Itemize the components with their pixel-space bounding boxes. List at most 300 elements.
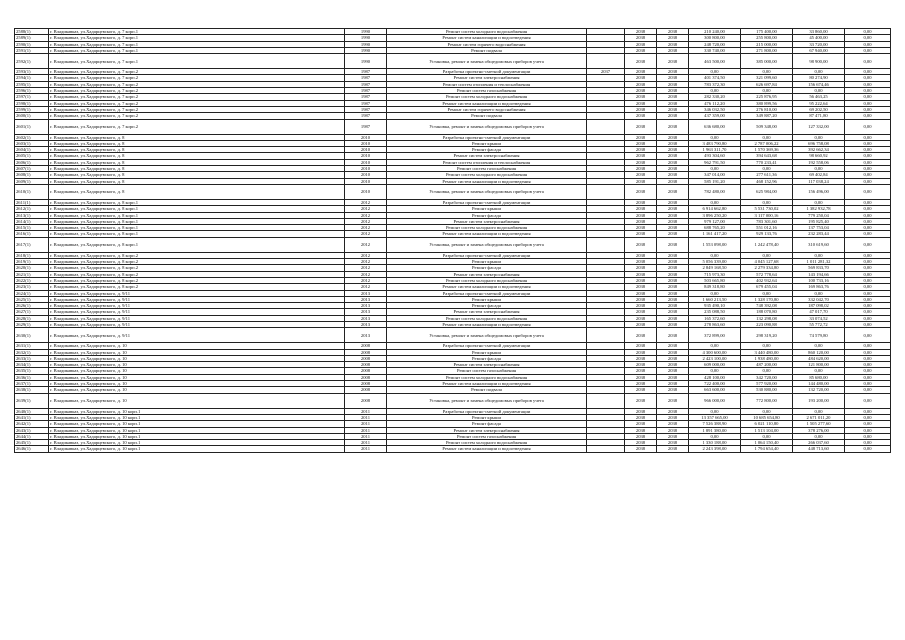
address-cell: г. Владикавказ, ул.Хадарцевского, д. 7 корп.1 xyxy=(49,35,345,41)
work-type-cell: Разработка проектно-сметной документации xyxy=(387,199,587,205)
commissioning-year-cell: 1987 xyxy=(345,81,387,87)
fund-cost-cell: 349 887,20 xyxy=(741,113,793,119)
fund-cost-cell: 394 643,68 xyxy=(741,153,793,159)
plan-year-start-cell: 2038 xyxy=(625,147,657,153)
fund-cost-cell: 509 348,00 xyxy=(741,119,793,134)
budget-cost-cell: 0,00 xyxy=(845,408,891,414)
plan-year-start-cell: 2038 xyxy=(625,81,657,87)
plan-year-end-cell: 2038 xyxy=(657,199,689,205)
capital-repair-register-table xyxy=(14,28,891,453)
row-number-cell: 2615(1) xyxy=(15,225,49,231)
work-type-cell: Ремонт подвала xyxy=(387,113,587,119)
plan-year-end-cell: 2038 xyxy=(657,94,689,100)
row-number-cell: 2637(1) xyxy=(15,381,49,387)
plan-year-start-cell: 2038 xyxy=(625,321,657,327)
commissioning-year-cell: 2013 xyxy=(345,303,387,309)
row-number-cell: 2635(1) xyxy=(15,368,49,374)
design-year-cell xyxy=(587,119,625,134)
plan-year-end-cell: 2038 xyxy=(657,433,689,439)
work-type-cell: Установка, ремонт и замена общедомовых приборов учета xyxy=(387,119,587,134)
plan-year-end-cell: 2038 xyxy=(657,368,689,374)
budget-cost-cell: 0,00 xyxy=(845,321,891,327)
commissioning-year-cell: 1987 xyxy=(345,119,387,134)
work-type-cell: Ремонт систем канализации и водоотведения xyxy=(387,100,587,106)
row-number-cell: 2623(1) xyxy=(15,284,49,290)
row-number-cell: 2588(1) xyxy=(15,29,49,35)
address-cell: г. Владикавказ, ул.Хадарцевского, д. 7 корп.1 xyxy=(49,47,345,53)
owner-cost-cell: 156 496,00 xyxy=(793,184,845,199)
plan-year-start-cell: 2038 xyxy=(625,259,657,265)
row-number-cell: 2594(1) xyxy=(15,75,49,81)
total-cost-cell: 346 032,50 xyxy=(689,106,741,112)
work-type-cell: Ремонт крыши xyxy=(387,414,587,420)
owner-cost-cell: 310 619,60 xyxy=(793,237,845,252)
commissioning-year-cell: 2011 xyxy=(345,408,387,414)
row-number-cell: 2618(1) xyxy=(15,252,49,258)
plan-year-end-cell: 2038 xyxy=(657,100,689,106)
plan-year-start-cell: 2038 xyxy=(625,47,657,53)
owner-cost-cell: 0,00 xyxy=(793,69,845,75)
owner-cost-cell: 85 680,00 xyxy=(793,374,845,380)
plan-year-start-cell: 2038 xyxy=(625,355,657,361)
owner-cost-cell: 187 098,02 xyxy=(793,303,845,309)
commissioning-year-cell: 1990 xyxy=(345,29,387,35)
plan-year-start-cell: 2038 xyxy=(625,433,657,439)
plan-year-end-cell: 2038 xyxy=(657,153,689,159)
fund-cost-cell: 1 064 150,40 xyxy=(741,440,793,446)
budget-cost-cell: 0,00 xyxy=(845,309,891,315)
row-number-cell: 2609(1) xyxy=(15,178,49,184)
plan-year-start-cell: 2038 xyxy=(625,166,657,172)
plan-year-start-cell: 2038 xyxy=(625,265,657,271)
budget-cost-cell: 0,00 xyxy=(845,88,891,94)
owner-cost-cell: 80 274,90 xyxy=(793,75,845,81)
commissioning-year-cell: 2011 xyxy=(345,446,387,452)
address-cell: г. Владикавказ, ул.Хадарцевского, д. 7 корп.1 xyxy=(49,54,345,69)
total-cost-cell: 347 014,00 xyxy=(689,172,741,178)
plan-year-start-cell: 2038 xyxy=(625,206,657,212)
row-number-cell: 2632(1) xyxy=(15,349,49,355)
plan-year-end-cell: 2038 xyxy=(657,374,689,380)
work-type-cell: Ремонт систем холодного водоснабжения xyxy=(387,277,587,283)
plan-year-end-cell: 2038 xyxy=(657,88,689,94)
address-cell: г. Владикавказ, ул.Хадарцевского, д. 8 xyxy=(49,140,345,146)
total-cost-cell: 3 896 250,20 xyxy=(689,212,741,218)
plan-year-start-cell: 2038 xyxy=(625,414,657,420)
work-type-cell: Установка, ремонт и замена общедомовых приборов учета xyxy=(387,328,587,343)
row-number-cell: 2627(1) xyxy=(15,309,49,315)
fund-cost-cell: 0,00 xyxy=(741,368,793,374)
commissioning-year-cell: 2012 xyxy=(345,237,387,252)
address-cell: г. Владикавказ, ул.Хадарцевского, д. 8 xyxy=(49,134,345,140)
fund-cost-cell: 0,00 xyxy=(741,134,793,140)
commissioning-year-cell: 2012 xyxy=(345,218,387,224)
work-type-cell: Ремонт фасада xyxy=(387,147,587,153)
owner-cost-cell: 56 463,25 xyxy=(793,94,845,100)
plan-year-end-cell: 2038 xyxy=(657,147,689,153)
row-number-cell: 2638(1) xyxy=(15,387,49,393)
address-cell: г. Владикавказ, ул.Хадарцевского, д. 9/11 xyxy=(49,328,345,343)
total-cost-cell: 1 161 417,20 xyxy=(689,231,741,237)
budget-cost-cell: 0,00 xyxy=(845,134,891,140)
commissioning-year-cell: 2011 xyxy=(345,433,387,439)
row-number-cell: 2621(1) xyxy=(15,271,49,277)
owner-cost-cell: 0,00 xyxy=(793,433,845,439)
plan-year-end-cell: 2038 xyxy=(657,421,689,427)
fund-cost-cell: 277 611,36 xyxy=(741,172,793,178)
fund-cost-cell: 0,00 xyxy=(741,343,793,349)
commissioning-year-cell: 2012 xyxy=(345,277,387,283)
plan-year-end-cell: 2038 xyxy=(657,284,689,290)
total-cost-cell: 13 357 665,00 xyxy=(689,414,741,420)
plan-year-start-cell: 2038 xyxy=(625,172,657,178)
owner-cost-cell: 98 900,00 xyxy=(793,54,845,69)
owner-cost-cell: 100 733,16 xyxy=(793,277,845,283)
design-year-cell xyxy=(587,184,625,199)
total-cost-cell: 300 800,00 xyxy=(689,35,741,41)
fund-cost-cell: 3 117 000,16 xyxy=(741,212,793,218)
work-type-cell: Ремонт систем холодного водоснабжения xyxy=(387,172,587,178)
address-cell: г. Владикавказ, ул.Хадарцевского, д. 8 xyxy=(49,178,345,184)
total-cost-cell: 782 480,00 xyxy=(689,184,741,199)
plan-year-end-cell: 2038 xyxy=(657,309,689,315)
plan-year-end-cell: 2038 xyxy=(657,252,689,258)
total-cost-cell: 428 100,00 xyxy=(689,374,741,380)
commissioning-year-cell: 2012 xyxy=(345,231,387,237)
commissioning-year-cell: 2008 xyxy=(345,393,387,408)
total-cost-cell: 0,00 xyxy=(689,290,741,296)
row-number-cell: 2610(1) xyxy=(15,184,49,199)
address-cell: г. Владикавказ, ул.Хадарцевского, д. 8 корп.2 xyxy=(49,265,345,271)
row-number-cell: 2600(1) xyxy=(15,113,49,119)
commissioning-year-cell: 1987 xyxy=(345,94,387,100)
row-number-cell: 2589(1) xyxy=(15,35,49,41)
work-type-cell: Ремонт систем канализации и водоотведения xyxy=(387,284,587,290)
row-number-cell: 2634(1) xyxy=(15,362,49,368)
owner-cost-cell: 392 662,34 xyxy=(793,147,845,153)
fund-cost-cell: 380 899,56 xyxy=(741,100,793,106)
plan-year-start-cell: 2038 xyxy=(625,212,657,218)
plan-year-end-cell: 2038 xyxy=(657,134,689,140)
plan-year-start-cell: 2038 xyxy=(625,178,657,184)
owner-cost-cell: 137 753,04 xyxy=(793,225,845,231)
total-cost-cell: 0,00 xyxy=(689,343,741,349)
budget-cost-cell: 0,00 xyxy=(845,315,891,321)
commissioning-year-cell: 2012 xyxy=(345,265,387,271)
owner-cost-cell: 2 671 011,20 xyxy=(793,414,845,420)
fund-cost-cell: 1 328 170,80 xyxy=(741,296,793,302)
plan-year-end-cell: 2038 xyxy=(657,315,689,321)
work-type-cell: Ремонт систем холодного водоснабжения xyxy=(387,440,587,446)
plan-year-start-cell: 2038 xyxy=(625,54,657,69)
address-cell: г. Владикавказ, ул.Хадарцевского, д. 9/11 xyxy=(49,303,345,309)
plan-year-start-cell: 2038 xyxy=(625,309,657,315)
address-cell: г. Владикавказ, ул.Хадарцевского, д. 7 корп.1 xyxy=(49,41,345,47)
commissioning-year-cell: 2013 xyxy=(345,328,387,343)
total-cost-cell: 609 000,00 xyxy=(689,362,741,368)
row-number-cell: 2642(1) xyxy=(15,421,49,427)
plan-year-end-cell: 2038 xyxy=(657,440,689,446)
total-cost-cell: 585 191,20 xyxy=(689,178,741,184)
plan-year-end-cell: 2038 xyxy=(657,231,689,237)
owner-cost-cell: 0,00 xyxy=(793,88,845,94)
plan-year-end-cell: 2038 xyxy=(657,225,689,231)
work-type-cell: Ремонт подвала xyxy=(387,387,587,393)
row-number-cell: 2592(1) xyxy=(15,54,49,69)
budget-cost-cell: 0,00 xyxy=(845,381,891,387)
total-cost-cell: 503 665,80 xyxy=(689,277,741,283)
plan-year-start-cell: 2038 xyxy=(625,368,657,374)
address-cell: г. Владикавказ, ул.Хадарцевского, д. 7 корп.2 xyxy=(49,106,345,112)
plan-year-start-cell: 2038 xyxy=(625,343,657,349)
total-cost-cell: 463 500,00 xyxy=(689,54,741,69)
fund-cost-cell: 0,00 xyxy=(741,88,793,94)
budget-cost-cell: 0,00 xyxy=(845,75,891,81)
row-number-cell: 2636(1) xyxy=(15,374,49,380)
plan-year-start-cell: 2038 xyxy=(625,427,657,433)
total-cost-cell: 636 680,00 xyxy=(689,119,741,134)
owner-cost-cell: 0,00 xyxy=(793,408,845,414)
owner-cost-cell: 69 202,50 xyxy=(793,106,845,112)
commissioning-year-cell: 2008 xyxy=(345,374,387,380)
address-cell: г. Владикавказ, ул.Хадарцевского, д. 8 xyxy=(49,184,345,199)
total-cost-cell: 2 243 398,00 xyxy=(689,446,741,452)
total-cost-cell: 0,00 xyxy=(689,368,741,374)
row-number-cell: 2624(1) xyxy=(15,290,49,296)
total-cost-cell: 437 359,00 xyxy=(689,113,741,119)
fund-cost-cell: 1 513 104,00 xyxy=(741,427,793,433)
plan-year-end-cell: 2038 xyxy=(657,349,689,355)
owner-cost-cell: 195 825,40 xyxy=(793,218,845,224)
commissioning-year-cell: 1990 xyxy=(345,35,387,41)
commissioning-year-cell: 2012 xyxy=(345,271,387,277)
address-cell: г. Владикавказ, ул.Хадарцевского, д. 8 xyxy=(49,153,345,159)
owner-cost-cell: 33 860,00 xyxy=(793,29,845,35)
total-cost-cell: 1 963 311,70 xyxy=(689,147,741,153)
plan-year-start-cell: 2038 xyxy=(625,69,657,75)
row-number-cell: 2613(1) xyxy=(15,212,49,218)
total-cost-cell: 0,00 xyxy=(689,252,741,258)
table-row xyxy=(15,393,891,408)
owner-cost-cell: 33 720,00 xyxy=(793,41,845,47)
plan-year-start-cell: 2038 xyxy=(625,231,657,237)
owner-cost-cell: 74 579,80 xyxy=(793,328,845,343)
total-cost-cell: 783 372,30 xyxy=(689,81,741,87)
owner-cost-cell: 0,00 xyxy=(793,199,845,205)
work-type-cell: Ремонт крыши xyxy=(387,349,587,355)
budget-cost-cell: 0,00 xyxy=(845,41,891,47)
fund-cost-cell: 0,00 xyxy=(741,290,793,296)
work-type-cell: Ремонт систем электроснабжения xyxy=(387,75,587,81)
address-cell: г. Владикавказ, ул.Хадарцевского, д. 7 корп.2 xyxy=(49,75,345,81)
plan-year-end-cell: 2038 xyxy=(657,321,689,327)
commissioning-year-cell: 1987 xyxy=(345,75,387,81)
budget-cost-cell: 0,00 xyxy=(845,206,891,212)
fund-cost-cell: 255 800,00 xyxy=(741,35,793,41)
work-type-cell: Ремонт систем холодного водоснабжения xyxy=(387,374,587,380)
fund-cost-cell: 770 233,41 xyxy=(741,159,793,165)
work-type-cell: Ремонт систем канализации и водоотведения xyxy=(387,231,587,237)
plan-year-start-cell: 2038 xyxy=(625,88,657,94)
address-cell: г. Владикавказ, ул.Хадарцевского, д. 8 xyxy=(49,166,345,172)
budget-cost-cell: 0,00 xyxy=(845,119,891,134)
fund-cost-cell: 215 000,00 xyxy=(741,41,793,47)
address-cell: г. Владикавказ, ул.Хадарцевского, д. 8 корп.2 xyxy=(49,252,345,258)
budget-cost-cell: 0,00 xyxy=(845,100,891,106)
total-cost-cell: 235 088,50 xyxy=(689,309,741,315)
plan-year-end-cell: 2038 xyxy=(657,381,689,387)
owner-cost-cell: 1 505 277,60 xyxy=(793,421,845,427)
total-cost-cell: 5 056 339,00 xyxy=(689,259,741,265)
work-type-cell: Ремонт крыши xyxy=(387,206,587,212)
total-cost-cell: 278 863,60 xyxy=(689,321,741,327)
row-number-cell: 2612(1) xyxy=(15,206,49,212)
plan-year-start-cell: 2038 xyxy=(625,315,657,321)
plan-year-end-cell: 2038 xyxy=(657,159,689,165)
owner-cost-cell: 266 037,60 xyxy=(793,440,845,446)
budget-cost-cell: 0,00 xyxy=(845,290,891,296)
plan-year-end-cell: 2038 xyxy=(657,271,689,277)
address-cell: г. Владикавказ, ул.Хадарцевского, д. 8 корп.2 xyxy=(49,271,345,277)
budget-cost-cell: 0,00 xyxy=(845,140,891,146)
address-cell: г. Владикавказ, ул.Хадарцевского, д. 10 корп.1 xyxy=(49,433,345,439)
owner-cost-cell: 0,00 xyxy=(793,368,845,374)
owner-cost-cell: 127 332,00 xyxy=(793,119,845,134)
work-type-cell: Ремонт систем газоснабжения xyxy=(387,433,587,439)
plan-year-end-cell: 2038 xyxy=(657,119,689,134)
row-number-cell: 2593(1) xyxy=(15,69,49,75)
row-number-cell: 2597(1) xyxy=(15,94,49,100)
row-number-cell: 2591(1) xyxy=(15,47,49,53)
plan-year-end-cell: 2038 xyxy=(657,328,689,343)
commissioning-year-cell: 2013 xyxy=(345,296,387,302)
row-number-cell: 2622(1) xyxy=(15,277,49,283)
total-cost-cell: 476 112,20 xyxy=(689,100,741,106)
row-number-cell: 2629(1) xyxy=(15,321,49,327)
commissioning-year-cell: 2010 xyxy=(345,153,387,159)
work-type-cell: Разработка проектно-сметной документации xyxy=(387,252,587,258)
fund-cost-cell: 342 720,00 xyxy=(741,374,793,380)
fund-cost-cell: 4 045 127,68 xyxy=(741,259,793,265)
row-number-cell: 2633(1) xyxy=(15,355,49,361)
owner-cost-cell: 95 222,64 xyxy=(793,100,845,106)
fund-cost-cell: 783 301,60 xyxy=(741,218,793,224)
budget-cost-cell: 0,00 xyxy=(845,303,891,309)
total-cost-cell: 2 423 100,00 xyxy=(689,355,741,361)
plan-year-end-cell: 2038 xyxy=(657,69,689,75)
plan-year-start-cell: 2038 xyxy=(625,113,657,119)
budget-cost-cell: 0,00 xyxy=(845,277,891,283)
fund-cost-cell: 175 400,00 xyxy=(741,29,793,35)
fund-cost-cell: 1 570 369,36 xyxy=(741,147,793,153)
fund-cost-cell: 0,00 xyxy=(741,252,793,258)
owner-cost-cell: 232 283,44 xyxy=(793,231,845,237)
fund-cost-cell: 132 298,08 xyxy=(741,315,793,321)
budget-cost-cell: 0,00 xyxy=(845,159,891,165)
budget-cost-cell: 0,00 xyxy=(845,153,891,159)
budget-cost-cell: 0,00 xyxy=(845,218,891,224)
work-type-cell: Установка, ремонт и замена общедомовых приборов учета xyxy=(387,184,587,199)
budget-cost-cell: 0,00 xyxy=(845,328,891,343)
plan-year-start-cell: 2038 xyxy=(625,290,657,296)
work-type-cell: Ремонт фасада xyxy=(387,421,587,427)
row-number-cell: 2640(1) xyxy=(15,408,49,414)
budget-cost-cell: 0,00 xyxy=(845,387,891,393)
row-number-cell: 2626(1) xyxy=(15,303,49,309)
design-year-cell xyxy=(587,328,625,343)
budget-cost-cell: 0,00 xyxy=(845,184,891,199)
address-cell: г. Владикавказ, ул.Хадарцевского, д. 10 корп.1 xyxy=(49,421,345,427)
work-type-cell: Ремонт крыши xyxy=(387,296,587,302)
total-cost-cell: 330 740,00 xyxy=(689,47,741,53)
total-cost-cell: 849 318,80 xyxy=(689,284,741,290)
plan-year-start-cell: 2038 xyxy=(625,119,657,134)
row-number-cell: 2611(1) xyxy=(15,199,49,205)
owner-cost-cell: 169 863,76 xyxy=(793,284,845,290)
fund-cost-cell: 223 090,88 xyxy=(741,321,793,327)
fund-cost-cell: 225 876,95 xyxy=(741,94,793,100)
commissioning-year-cell: 2008 xyxy=(345,381,387,387)
commissioning-year-cell: 2012 xyxy=(345,284,387,290)
fund-cost-cell: 577 920,00 xyxy=(741,381,793,387)
owner-cost-cell: 378 276,00 xyxy=(793,427,845,433)
owner-cost-cell: 144 480,00 xyxy=(793,381,845,387)
plan-year-start-cell: 2038 xyxy=(625,153,657,159)
budget-cost-cell: 0,00 xyxy=(845,199,891,205)
plan-year-start-cell: 2038 xyxy=(625,328,657,343)
work-type-cell: Ремонт систем холодного водоснабжения xyxy=(387,94,587,100)
work-type-cell: Ремонт систем электроснабжения xyxy=(387,309,587,315)
total-cost-cell: 4 300 600,00 xyxy=(689,349,741,355)
budget-cost-cell: 0,00 xyxy=(845,421,891,427)
owner-cost-cell: 696 758,08 xyxy=(793,140,845,146)
budget-cost-cell: 0,00 xyxy=(845,355,891,361)
address-cell: г. Владикавказ, ул.Хадарцевского, д. 10 корп.1 xyxy=(49,440,345,446)
budget-cost-cell: 0,00 xyxy=(845,349,891,355)
owner-cost-cell: 143 194,66 xyxy=(793,271,845,277)
commissioning-year-cell: 2011 xyxy=(345,440,387,446)
address-cell: г. Владикавказ, ул.Хадарцевского, д. 8 корп.1 xyxy=(49,218,345,224)
row-number-cell: 2628(1) xyxy=(15,315,49,321)
plan-year-start-cell: 2038 xyxy=(625,41,657,47)
row-number-cell: 2616(1) xyxy=(15,231,49,237)
commissioning-year-cell: 2010 xyxy=(345,172,387,178)
total-cost-cell: 401 374,50 xyxy=(689,75,741,81)
fund-cost-cell: 276 810,00 xyxy=(741,106,793,112)
work-type-cell: Разработка проектно-сметной документации xyxy=(387,69,587,75)
address-cell: г. Владикавказ, ул.Хадарцевского, д. 9/11 xyxy=(49,296,345,302)
owner-cost-cell: 0,00 xyxy=(793,343,845,349)
address-cell: г. Владикавказ, ул.Хадарцевского, д. 10 xyxy=(49,393,345,408)
owner-cost-cell: 0,00 xyxy=(793,290,845,296)
owner-cost-cell: 117 038,24 xyxy=(793,178,845,184)
budget-cost-cell: 0,00 xyxy=(845,414,891,420)
budget-cost-cell: 0,00 xyxy=(845,54,891,69)
plan-year-start-cell: 2038 xyxy=(625,349,657,355)
work-type-cell: Установка, ремонт и замена общедомовых приборов учета xyxy=(387,393,587,408)
address-cell: г. Владикавказ, ул.Хадарцевского, д. 10 xyxy=(49,374,345,380)
plan-year-end-cell: 2038 xyxy=(657,408,689,414)
budget-cost-cell: 0,00 xyxy=(845,259,891,265)
fund-cost-cell: 0,00 xyxy=(741,433,793,439)
owner-cost-cell: 860 120,00 xyxy=(793,349,845,355)
budget-cost-cell: 0,00 xyxy=(845,69,891,75)
commissioning-year-cell: 2011 xyxy=(345,427,387,433)
commissioning-year-cell: 2010 xyxy=(345,159,387,165)
fund-cost-cell: 6 021 110,80 xyxy=(741,421,793,427)
total-cost-cell: 372 899,00 xyxy=(689,328,741,343)
owner-cost-cell: 484 620,00 xyxy=(793,355,845,361)
